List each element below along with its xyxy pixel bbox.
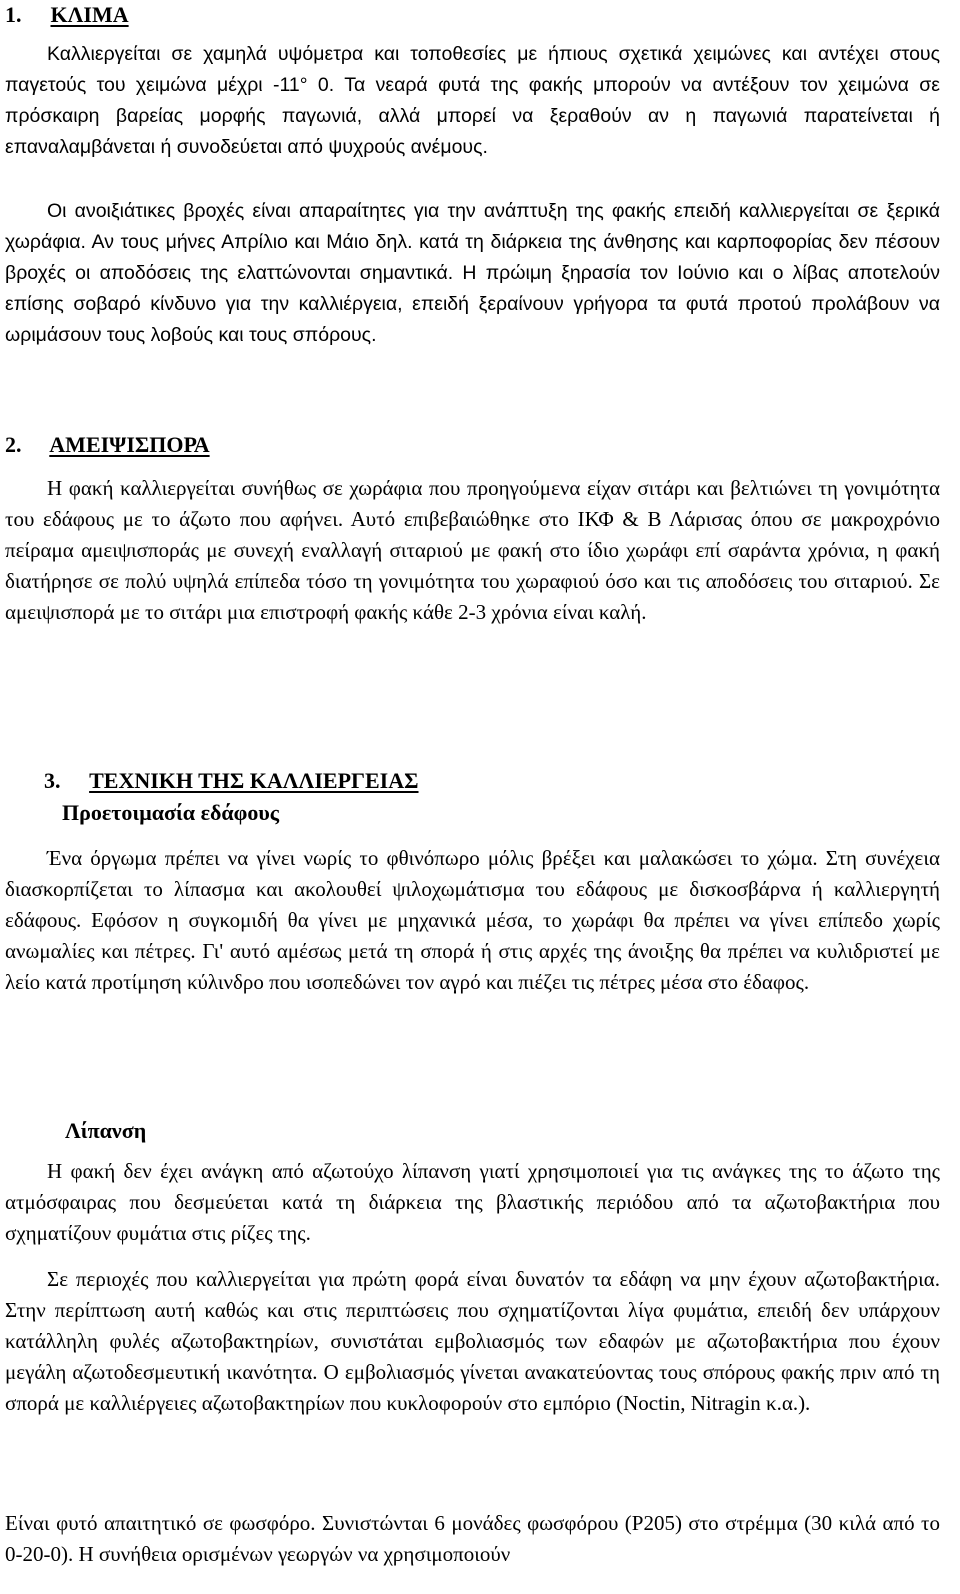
section-number: 2. [5, 432, 22, 457]
paragraph-proetoimasia: Ένα όργωμα πρέπει να γίνει νωρίς το φθινόπωρο μόλις βρέξει και μαλακώσει το χώμα. Στη συνέχεια διασκορπίζεται το λίπασμα και ακολουθεί ψιλοχωμάτισμα του εδάφους με δισκοσβάρνα ή καλλιεργητή εδάφους. Εφόσον η συγκομιδή θα γίνει με μηχανικά μέσα, το χωράφι θα πρέπει να γίνει επίπεδο χωρίς ανωμαλίες και πέτρες. Γι' αυτό αμέσως μετά τη σπορά ή στις αρχές της άνοιξης θα πρέπει να κυλιδριστεί με λείο κατά προτίμηση κύλινδρο που ισοπεδώνει τον αγρό και πιέζει τις πέτρες μέσα στο έδαφος. [5, 846, 940, 994]
subheading-proetoimasia: Προετοιμασία εδάφους [62, 800, 280, 825]
section-heading-texniki [44, 768, 419, 794]
section-number: 3. [44, 768, 61, 793]
section-title: ΑΜΕΙΨΙΣΠΟΡΑ [49, 432, 210, 457]
section-title: ΤΕΧΝΙΚΗ ΤΗΣ ΚΑΛΛΙΕΡΓΕΙΑΣ [89, 768, 419, 793]
paragraph-lipansi-2: Σε περιοχές που καλλιεργείται για πρώτη φορά είναι δυνατόν τα εδάφη να μην έχουν αζωτοβακτήρια. Στην περίπτωση αυτή καθώς και στις περιπτώσεις που σχηματίζονται λίγα φυμάτια, επειδή δεν υπάρχουν κατάλληλη φυλές αζωτοβακτηρίων, συνιστάται εμβολιασμός των εδαφών με αζωτοβακτήρια που έχουν μεγάλη αζωτοδεσμευτική ικανότητα. Ο εμβολιασμός γίνεται ανακατεύοντας τους σπόρους φακής πριν από τη σπορά με καλλιέργειες αζωτοβακτηρίων που κυκλοφορούν στο εμπόριο (Noctin, Nitragin κ.α.). [5, 1267, 940, 1415]
section-heading-klima [5, 2, 129, 28]
section-heading-ameipsispora [5, 432, 210, 458]
paragraph-klima-1: Καλλιεργείται σε χαμηλά υψόμετρα και τοποθεσίες με ήπιους σχετικά χειμώνες και αντέχει στους παγετούς του χειμώνα μέχρι -11° 0. Τα νεαρά φυτά της φακής μπορούν να αντέξουν τον χειμώνα σε πρόσκαιρη βαρείας μορφής παγωνιά, αλλά μπορεί να ξεραθούν αν η παγωνιά παρατείνεται ή επαναλαμβάνεται ή συνοδεύεται από ψυχρούς ανέμους. [5, 43, 940, 158]
paragraph-lipansi-3: Είναι φυτό απαιτητικό σε φωσφόρο. Συνιστώνται 6 μονάδες φωσφόρου (P205) στο στρέμμα (30 κιλά από το 0-20-0). Η συνήθεια ορισμένων γεωργών να χρησιμοποιούν [5, 1511, 940, 1566]
subheading-lipansi: Λίπανση [65, 1118, 147, 1143]
paragraph-klima-2: Οι ανοιξιάτικες βροχές είναι απαραίτητες για την ανάπτυξη της φακής επειδή καλλιεργείται σε ξερικά χωράφια. Αν τους μήνες Απρίλιο και Μάιο δηλ. κατά τη διάρκεια της άνθησης και καρποφορίας δεν πέσουν βροχές οι αποδόσεις της ελαττώνονται σημαντικά. Η πρώιμη ξηρασία τον Ιούνιο και ο λίβας αποτελούν επίσης σοβαρό κίνδυνο για την καλλιέργεια, επειδή ξεραίνουν γρήγορα τα φυτά προτού προλάβουν να ωριμάσουν τους λοβούς και τους σπόρους. [5, 200, 940, 346]
paragraph-ameipsispora-1: Η φακή καλλιεργείται συνήθως σε χωράφια που προηγούμενα είχαν σιτάρι και βελτιώνει τη γονιμότητα του εδάφους με το άζωτο που αφήνει. Αυτό επιβεβαιώθηκε στο ΙΚΦ & Β Λάρισας όπου σε μακροχρόνιο πείραμα αμειψισποράς με συνεχή εναλλαγή σιταριού με φακή στο ίδιο χωράφι επί σαράντα χρόνια, η φακή διατήρησε σε πολύ υψηλά επίπεδα τόσο τη γονιμότητα του χωραφιού όσο και τις αποδόσεις του σιταριού. Σε αμειψισπορά με το σιτάρι μια επιστροφή φακής κάθε 2-3 χρόνια είναι καλή. [5, 476, 940, 624]
section-number: 1. [5, 2, 22, 27]
paragraph-lipansi-1: Η φακή δεν έχει ανάγκη από αζωτούχο λίπανση γιατί χρησιμοποιεί για τις ανάγκες της το άζωτο της ατμόσφαιρας που δεσμεύεται κατά τη διάρκεια της βλαστικής περιόδου από τα αζωτοβακτήρια που σχηματίζουν φυμάτια στις ρίζες της. [5, 1159, 940, 1245]
section-title: ΚΛΙΜΑ [50, 2, 129, 27]
